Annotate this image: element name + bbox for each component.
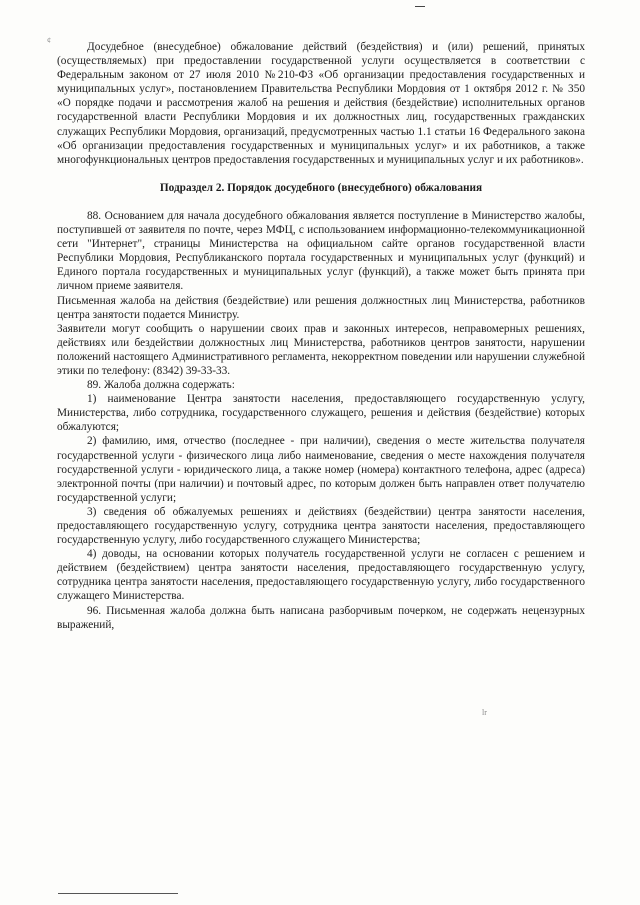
list-item-1: 1) наименование Центра занятости населения, предоставляющего государственную услугу, Министерства, либо сотрудника, государственного служащего, решения и действия (бездействие) которых обжалуются; [57, 393, 585, 434]
scan-speck-right: lr [482, 708, 487, 717]
paragraph-written-complaint: Письменная жалоба на действия (бездействие) или решения должностных лиц Министерства, работников центра занятости подается Министру. [57, 294, 585, 321]
subsection-heading: Подраздел 2. Порядок досудебного (внесудебного) обжалования [159, 181, 483, 194]
paragraph-88: 88. Основанием для начала досудебного обжалования является поступление в Министерство жалобы, поступившей от заявителя по почте, через МФЦ, с использованием информационно-телекоммуникационной сети "Интернет", страницы Министерства на официальном сайте органов государственной власти Республики Мордовия, Республиканского портала государственных и муниципальных услуг (функций) и Единого портала государственных и муниципальных услуг (функций), а также может быть принята при личном приеме заявителя. [57, 209, 585, 293]
spacer [57, 167, 585, 181]
scan-mark [415, 6, 425, 7]
paragraph-96: 96. Письменная жалоба должна быть написана разборчивым почерком, не содержать нецензурных выражений, [57, 604, 585, 631]
list-item-3: 3) сведения об обжалуемых решениях и действиях (бездействии) центра занятости населения, предоставляющего государственную услугу, сотрудника центра занятости населения, предоставляющего государственную услугу, либо государственного служащего Министерства; [57, 505, 585, 547]
scan-speck-left: ¢ [47, 36, 51, 45]
paragraph-phone-report: Заявители могут сообщить о нарушении своих прав и законных интересов, неправомерных решениях, действиях или бездействии должностных лиц Министерства, работников центров занятости, нарушении положений настоящего Административного регламента, некорректном поведении или нарушении служебной этики по телефону: (8342) 39-33-33. [57, 322, 585, 377]
spacer [57, 195, 585, 209]
list-item-4: 4) доводы, на основании которых получатель государственной услуги не согласен с решением и действием (бездействием) центра занятости населения, предоставляющего государственную услугу, сотрудника центра занятости населения, предоставляющего государственную услугу, либо государственного служащего Министерства. [57, 548, 585, 603]
footer-rule [58, 893, 178, 894]
paragraph-appeal-basis: Досудебное (внесудебное) обжалование действий (бездействия) и (или) решений, принятых (осуществляемых) при предоставлении государственной услуги осуществляется в соответствии с Федеральным законом от 27 июля 2010 №210-ФЗ «Об организации предоставления государственных и муниципальных услуг», постановлением Правительства Республики Мордовия от 1 октября 2012 г. № 350 «О порядке подачи и рассмотрения жалоб на решения и действия (бездействие) исполнительных органов государственной власти Республики Мордовия и их должностных лиц, государственных гражданских служащих Республики Мордовия, организаций, предусмотренных частью 1.1 статьи 16 Федерального закона «Об организации предоставления государственных и муниципальных услуг» и их работников, а также многофункциональных центров предоставления государственных и муниципальных услуг и их работников». [57, 41, 585, 166]
paragraph-89: 89. Жалоба должна содержать: [87, 379, 235, 392]
document-body [57, 40, 585, 632]
list-item-2: 2) фамилию, имя, отчество (последнее - при наличии), сведения о месте жительства получателя государственной услуги - физического лица либо наименование, сведения о месте нахождения получателя государственной услуги - юридического лица, а также номер (номера) контактного телефона, адрес (адреса) электронной почты (при наличии) и почтовый адрес, по которым должен быть направлен ответ получателю государственной услуги; [57, 435, 585, 504]
